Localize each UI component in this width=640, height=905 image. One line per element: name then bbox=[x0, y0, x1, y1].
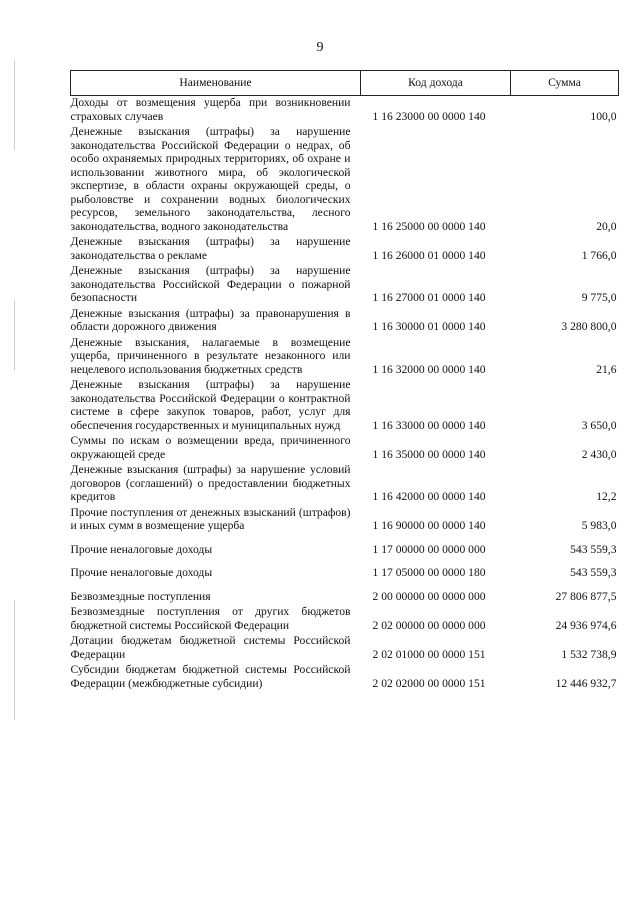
row-sum-cell: 5 983,0 bbox=[581, 519, 617, 532]
table-row bbox=[71, 605, 619, 634]
row-code-cell: 1 16 23000 00 0000 140 bbox=[372, 109, 486, 123]
row-code-cell: 1 16 32000 00 0000 140 bbox=[372, 362, 486, 376]
row-sum-cell: 543 559,3 bbox=[570, 566, 617, 579]
row-sum-cell: 3 650,0 bbox=[581, 418, 617, 432]
table-row bbox=[71, 125, 619, 235]
row-code-cell: 1 16 33000 00 0000 140 bbox=[372, 418, 486, 432]
scan-edge-mark bbox=[14, 600, 15, 720]
table-row bbox=[71, 535, 619, 559]
row-sum-cell: 9 775,0 bbox=[581, 291, 617, 304]
row-sum-cell: 1 766,0 bbox=[581, 248, 617, 262]
row-sum-cell: 100,0 bbox=[590, 109, 617, 123]
row-sum-cell: 2 430,0 bbox=[581, 447, 617, 461]
table-row bbox=[71, 506, 619, 535]
header-code: Код дохода bbox=[361, 71, 511, 96]
table-header bbox=[71, 71, 619, 96]
row-name-cell: Прочие поступления от денежных взысканий (штрафов) и иных сумм в возмещение ущерба bbox=[70, 505, 351, 532]
row-sum-cell: 3 280 800,0 bbox=[561, 320, 617, 333]
row-sum-cell: 24 936 974,6 bbox=[555, 618, 617, 632]
scan-edge-mark bbox=[14, 60, 15, 150]
row-name-cell: Денежные взыскания, налагаемые в возмещение ущерба, причиненного в результате незаконного или нецелевого использования бюджетных средств bbox=[70, 335, 351, 376]
row-sum-cell: 21,6 bbox=[596, 362, 617, 376]
table-row bbox=[71, 663, 619, 692]
revenue-table bbox=[70, 70, 619, 692]
row-sum-cell: 27 806 877,5 bbox=[555, 589, 617, 603]
row-name-cell: Денежные взыскания (штрафы) за нарушение законодательства о рекламе bbox=[70, 235, 351, 262]
row-code-cell: 2 02 00000 00 0000 000 bbox=[372, 618, 486, 632]
row-name-cell: Безвозмездные поступления bbox=[70, 589, 211, 603]
table-row bbox=[71, 96, 619, 126]
table-body bbox=[71, 96, 619, 693]
row-name-cell: Денежные взыскания (штрафы) за правонарушения в области дорожного движения bbox=[70, 306, 351, 333]
row-sum-cell: 1 532 738,9 bbox=[561, 647, 617, 661]
table-row bbox=[71, 582, 619, 606]
row-sum-cell: 543 559,3 bbox=[570, 542, 617, 556]
row-name-cell: Денежные взыскания (штрафы) за нарушение законодательства Российской Федерации о контрактной системе в сфере закупок товаров, работ, услуг для обеспечения государственных и муниципальных нужд bbox=[70, 378, 351, 432]
table-row bbox=[71, 307, 619, 336]
scan-edge-mark bbox=[14, 300, 15, 370]
row-code-cell: 1 17 00000 00 0000 000 bbox=[372, 542, 486, 556]
row-code-cell: 1 16 35000 00 0000 140 bbox=[372, 447, 486, 461]
table-row bbox=[71, 434, 619, 463]
row-code-cell: 1 16 30000 01 0000 140 bbox=[372, 320, 486, 333]
row-name-cell: Прочие неналоговые доходы bbox=[70, 542, 213, 556]
row-name-cell: Субсидии бюджетам бюджетной системы Российской Федерации (межбюджетные субсидии) bbox=[70, 663, 351, 690]
row-code-cell: 1 16 27000 01 0000 140 bbox=[372, 291, 486, 304]
row-name-cell: Безвозмездные поступления от других бюджетов бюджетной системы Российской Федерации bbox=[70, 605, 351, 632]
table-row bbox=[71, 235, 619, 264]
row-code-cell: 2 02 02000 00 0000 151 bbox=[372, 676, 486, 690]
row-sum-cell: 12,2 bbox=[596, 490, 617, 503]
row-code-cell: 2 00 00000 00 0000 000 bbox=[372, 589, 486, 603]
row-name-cell: Дотации бюджетам бюджетной системы Российской Федерации bbox=[70, 634, 351, 661]
row-name-cell: Суммы по искам о возмещении вреда, причиненного окружающей среде bbox=[70, 434, 351, 461]
row-name-cell: Денежные взыскания (штрафы) за нарушение законодательства Российской Федерации о пожарной безопасности bbox=[70, 264, 351, 304]
row-code-cell: 2 02 01000 00 0000 151 bbox=[372, 647, 486, 661]
row-name-cell: Денежные взыскания (штрафы) за нарушение условий договоров (соглашений) о предоставлении бюджетных кредитов bbox=[70, 463, 351, 503]
table-row bbox=[71, 336, 619, 379]
table-row bbox=[71, 558, 619, 582]
row-code-cell: 1 16 25000 00 0000 140 bbox=[372, 219, 486, 233]
header-sum: Сумма bbox=[511, 71, 619, 96]
page-number: 9 bbox=[316, 40, 324, 55]
row-code-cell: 1 16 90000 00 0000 140 bbox=[372, 519, 486, 532]
row-code-cell: 1 16 26000 01 0000 140 bbox=[372, 248, 486, 262]
table-row bbox=[71, 378, 619, 434]
row-name-cell: Денежные взыскания (штрафы) за нарушение законодательства Российской Федерации о недрах, об особо охраняемых природных территориях, об охране и использовании животного мира, об экологической экспертизе, в области охраны окружающей среды, о рыболовстве и сохранении водных биологических ресурсов, земельного законодательства, лесного законодательства, водного законодательства bbox=[70, 125, 351, 233]
table-row bbox=[71, 463, 619, 506]
row-sum-cell: 20,0 bbox=[596, 219, 617, 233]
table-row bbox=[71, 264, 619, 307]
table-row bbox=[71, 634, 619, 663]
row-sum-cell: 12 446 932,7 bbox=[555, 676, 617, 690]
header-name: Наименование bbox=[71, 71, 361, 96]
row-name-cell: Доходы от возмещения ущерба при возникновении страховых случаев bbox=[70, 96, 351, 123]
row-code-cell: 1 17 05000 00 0000 180 bbox=[372, 566, 486, 579]
row-code-cell: 1 16 42000 00 0000 140 bbox=[372, 490, 486, 503]
row-name-cell: Прочие неналоговые доходы bbox=[70, 566, 213, 579]
